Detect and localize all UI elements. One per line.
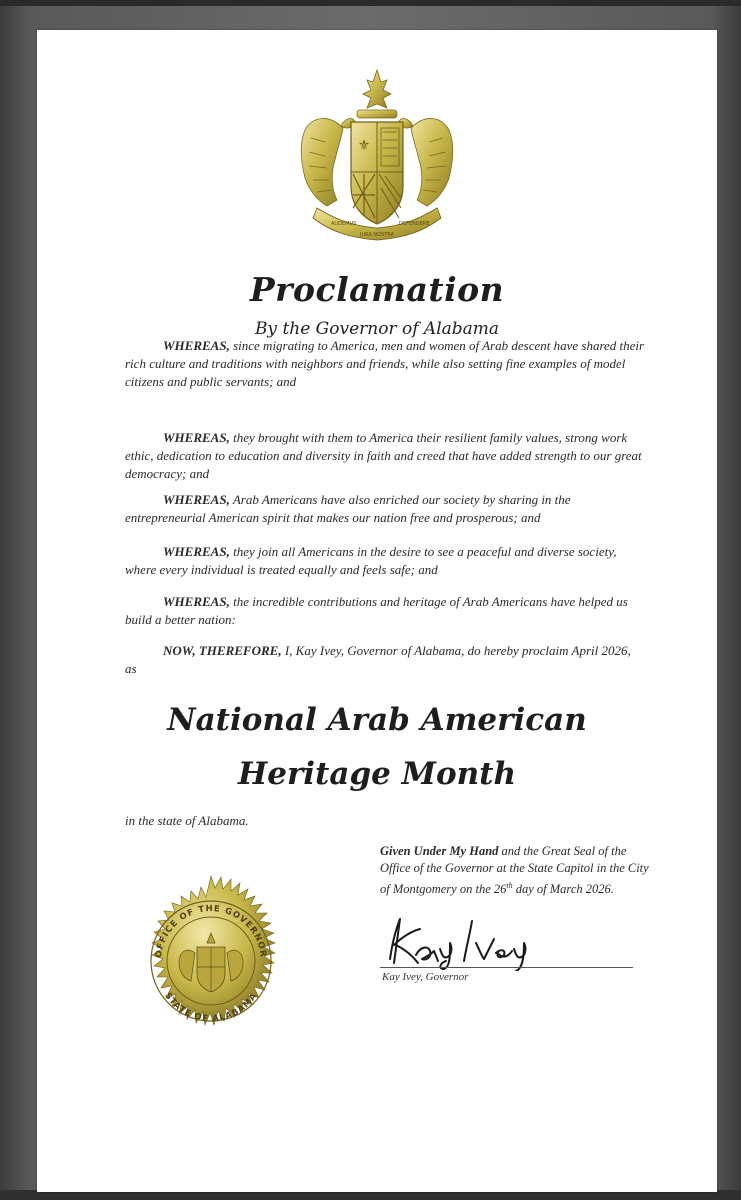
svg-text:⚜: ⚜ [357,138,371,154]
proclamation-title: Proclamation [249,270,505,309]
paragraph-text: Arab Americans have also enriched our society by sharing in the entrepreneurial American spirit that makes our nation free and prosperous; and [125,492,571,525]
crest-motto-center: JURA NOSTRA [359,232,395,238]
signature-line [380,967,633,968]
state-line: in the state of Alabama. [125,813,249,828]
whereas-paragraph-2 [125,429,645,483]
proclamation-document [37,30,717,1192]
paragraph-text: they brought with them to America their resilient family values, strong work ethic, dedication to education and diversity in faith and creed that have added strength to our great democracy; and [125,430,642,481]
handwritten-signature [380,911,560,971]
signature-block [380,915,640,995]
paragraph-keyword: WHEREAS, [163,338,230,353]
given-text: and the Great Seal of the Office of the Governor at the State Capitol in the City of Montgomery on the 26 [380,844,649,897]
signatory-name: Kay Ivey, Governor [382,971,469,983]
seal-bottom-text: STATE OF ALABAMA [162,991,260,1025]
great-seal-of-alabama [125,875,297,1047]
crest-motto-right: DEFENDERE [399,221,430,227]
given-ordinal-suffix: th [506,881,513,890]
given-lead: Given Under My Hand [380,844,499,858]
paragraph-keyword: WHEREAS, [163,544,230,559]
proclamation-subtitle: By the Governor of Alabama [254,319,500,339]
given-text-end: day of March 2026. [515,882,614,897]
given-under-my-hand-block [380,843,660,898]
headline-line-2: Heritage Month [237,756,517,792]
paragraph-keyword: WHEREAS, [163,492,230,507]
alabama-coat-of-arms-emblem [291,68,463,246]
frame-top-edge [0,0,741,6]
paragraph-keyword: WHEREAS, [163,594,230,609]
proclaimed-observance-heading [37,693,717,801]
whereas-paragraph-4 [125,543,645,579]
whereas-paragraph-1 [125,337,645,391]
whereas-paragraph-5 [125,593,645,629]
headline-line-1: National Arab American [167,702,587,738]
paragraph-text: the incredible contributions and heritage of Arab Americans have helped us build a better nation: [125,594,628,627]
whereas-paragraph-3 [125,491,645,527]
paragraph-keyword: WHEREAS, [163,430,230,445]
paragraph-text: since migrating to America, men and women of Arab descent have shared their rich culture and traditions with neighbors and friends, while also setting fine examples of model citizens and public servants; and [125,338,645,389]
paragraph-keyword: NOW, THEREFORE, [163,643,282,658]
crest-motto-left: AUDEMUS [331,221,357,227]
now-therefore-paragraph [125,642,645,678]
seal-top-text: OFFICE OF THE GOVERNOR [153,903,268,959]
paragraph-text: they join all Americans in the desire to see a peaceful and diverse society, where every individual is treated equally and feels safe; and [125,544,617,577]
paragraph-text: I, Kay Ivey, Governor of Alabama, do hereby proclaim April 2026, as [125,643,631,676]
